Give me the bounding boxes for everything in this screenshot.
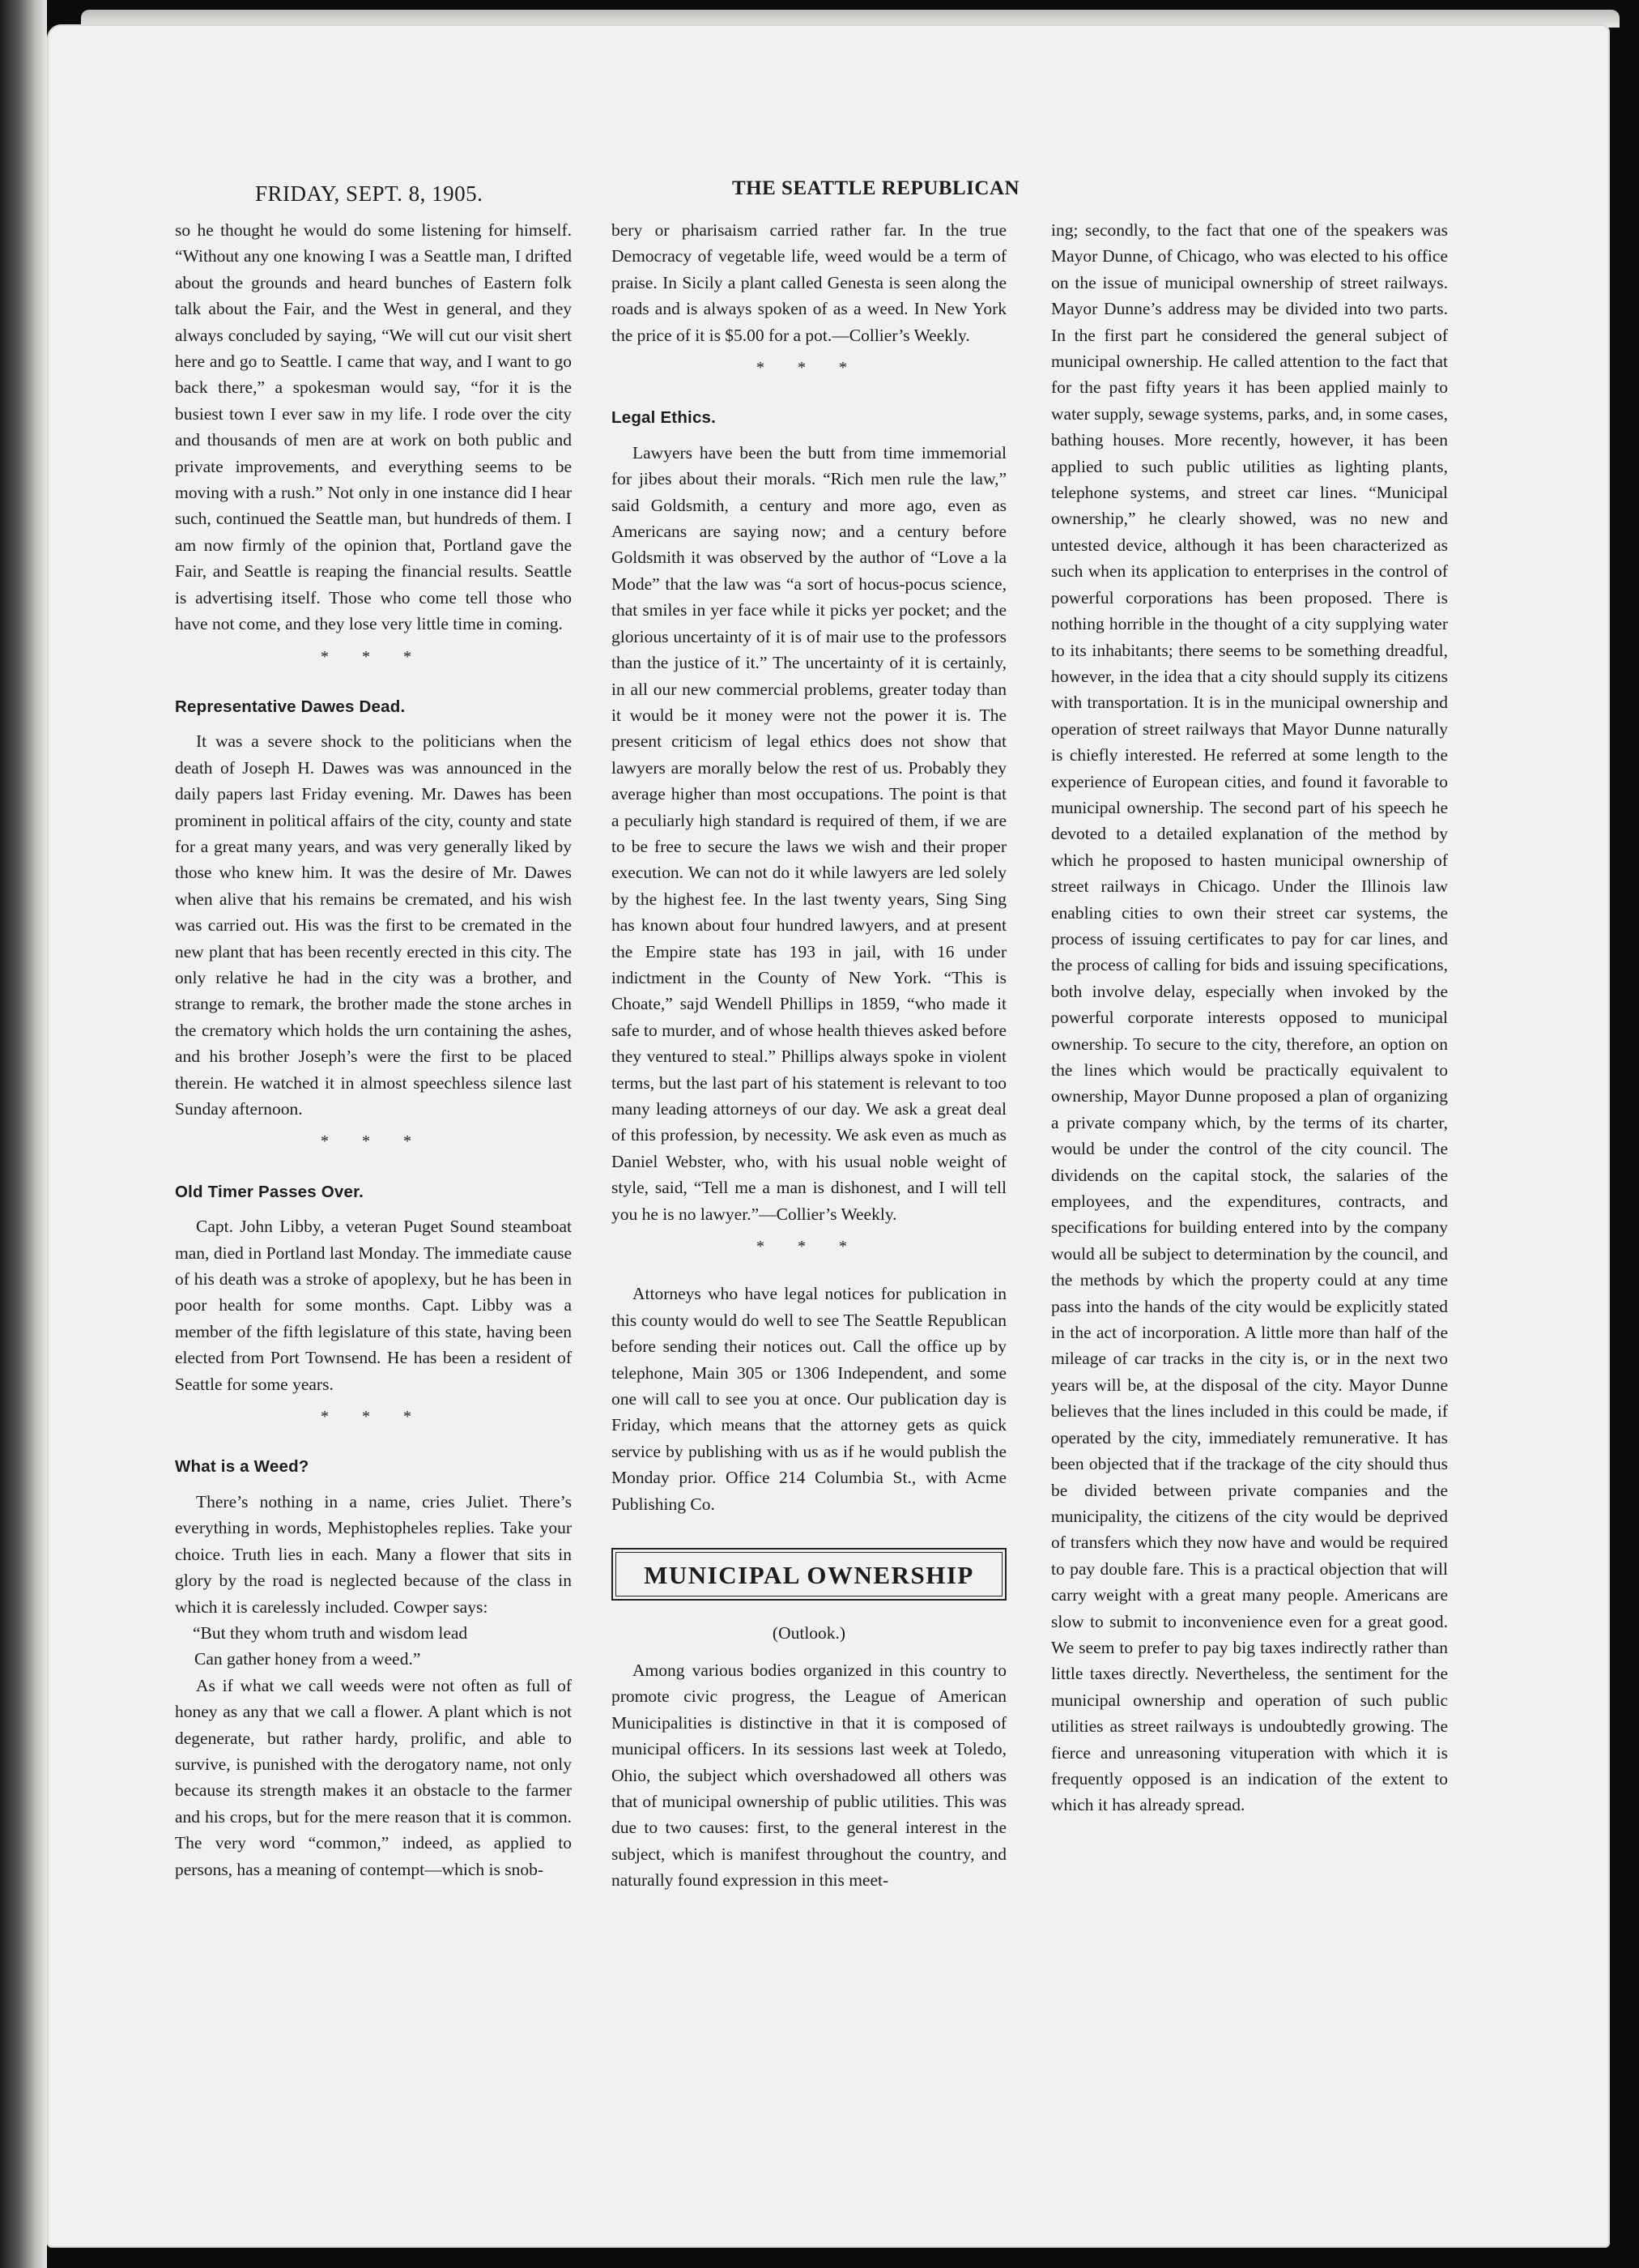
municipal-ownership-title: MUNICIPAL OWNERSHIP <box>615 1552 1003 1596</box>
section-divider: * * * <box>756 1238 862 1256</box>
article-paragraph: so he thought he would do some listening for himself. “Without any one knowing I was a Seattle man, I drifted about the grounds and heard bunches of Eastern folk talk about the Fair, and the West in general, and they always concluded by saying, “We will cut our visit shert here and go to Seattle. I came that way, and I want to go back there,” a spokesman would say, “for it is the busiest town I ever saw in my life. I rode over the city and thousands of men are at work on both public and private improvements, and everything seems to be moving with a rush.” Not only in one instance did I hear such, continued the Seattle man, but hundreds of them. I am now firmly of the opinion that, Portland gave the Fair, and Seattle is reaping the financial results. Seattle is advertising itself. Those who come tell those who have not come, and they lose very little time in coming. <box>175 220 572 634</box>
article-paragraph: As if what we call weeds were not often as full of honey as any that we call a flower. A plant which is not degenerate, but rather hardy, prolific, and able to survive, is punished with the derogatory name, not only because its strength makes it an obstacle to the farmer and his crops, but for the mere reason that it is common. The very word “common,” indeed, as applied to persons, has a meaning of contempt—which is snob- <box>175 1675 572 1879</box>
article-paragraph: Capt. John Libby, a veteran Puget Sound steamboat man, died in Portland last Monday. The immediate cause of his death was a stroke of apoplexy, but he has been in poor health for some months. Capt. Libby was a member of the fifth legislature of this state, having been elected from Port Townsend. He has been a resident of Seattle for some years. <box>175 1217 572 1394</box>
poem-line: “But they whom truth and wisdom lead <box>193 1622 468 1643</box>
heading-weed: What is a Weed? <box>175 1457 309 1477</box>
article-paragraph: It was a severe shock to the politicians when the death of Joseph H. Dawes was was announced in the daily papers last Friday evening. Mr. Dawes has been prominent in political affairs of the city, county and state for a great many years, and was very generally liked by those who knew him. It was the desire of Mr. Dawes when alive that his remains be cremated, and his wish was carried out. His was the first to be cremated in the new plant that has been recently erected in this city. The only relative he had in the city was a brother, and strange to remark, the brother made the stone arches in the crematory which holds the urn containing the ashes, and his brother Joseph’s were the first to be placed therein. He watched it in almost speechless silence last Sunday afternoon. <box>175 731 572 1119</box>
masthead-title: THE SEATTLE REPUBLICAN <box>732 177 1020 199</box>
article-paragraph: There’s nothing in a name, cries Juliet. There’s everything in words, Mephistopheles replies. Take your choice. Truth lies in each. Many a flower that sits in glory by the road is neglected because of the class in which it is carelessly included. Cowper says: <box>175 1491 572 1617</box>
poem-quote <box>193 1620 572 1673</box>
heading-libby: Old Timer Passes Over. <box>175 1182 364 1201</box>
article-paragraph: bery or pharisaism carried rather far. In the true Democracy of vegetable life, weed would be a term of praise. In Sicily a plant called Genesta is seen along the roads and is always spoken of as a weed. In New York the price of it is $5.00 for a pot.—Collier’s Weekly. <box>611 220 1007 345</box>
article-paragraph: Attorneys who have legal notices for publication in this county would do well to see The Seattle Republican before sending their notices out. Call the office up by telephone, Main 305 or 1306 Independent, and some one will call to see you at once. Our publication day is Friday, which means that the attorney gets as quick service by publishing with us as if he would publish the Monday prior. Office 214 Columbia St., with Acme Publishing Co. <box>611 1284 1007 1514</box>
section-divider: * * * <box>321 647 426 666</box>
section-divider: * * * <box>321 1132 426 1151</box>
poem-line: Can gather honey from a weed.” <box>194 1649 421 1669</box>
book-binding <box>0 0 47 2268</box>
column-1 <box>175 217 572 1882</box>
boxed-headline <box>611 1548 1007 1600</box>
column-2 <box>611 217 1007 1894</box>
section-divider: * * * <box>321 1408 426 1426</box>
article-paragraph: Among various bodies organized in this country to promote civic progress, the League of American Municipalities is distinctive in that it is composed of municipal officers. In its sessions last week at Toledo, Ohio, the subject which overshadowed all others was that of municipal ownership of public utilities. This was due to two causes: first, to the general interest in the subject, which is manifest throughout the country, and naturally found expression in this meet- <box>611 1660 1007 1891</box>
article-source: (Outlook.) <box>772 1622 846 1643</box>
heading-dawes: Representative Dawes Dead. <box>175 697 406 716</box>
article-paragraph: Lawyers have been the butt from time immemorial for jibes about their morals. “Rich men rule the law,” said Goldsmith, a century and more ago, even as Americans are saying now; and a century before Goldsmith it was observed by the author of “Love a la Mode” that the law was “a sort of hocus-pocus science, that smiles in yer face while it picks yer pocket; and the glorious uncertainty of it is of mair use to the professors than the justice of it.” The uncertainty of it is certainly, in all our new commercial problems, greater today than it would be it money were not the power it is. The present criticism of legal ethics does not show that lawyers are morally below the rest of us. Probably they average higher than most occupations. The point is that a peculiarly high standard is required of them, if we are to be free to secure the laws we wish and their proper execution. We can not do it while lawyers are led solely by the highest fee. In the last twenty years, Sing Sing has known about four hundred lawyers, and at present the Empire state has 193 in jail, with 16 under indictment in the County of New York. “This is Choate,” sajd Wendell Phillips in 1859, “who made it safe to murder, and of whose health thieves asked before they ventured to steal.” Phillips always spoke in violent terms, but the last part of his statement is relevant to too many leading attorneys of our day. We ask a great deal of this profession, by necessity. We ask even as much as Daniel Webster, who, with his usual noble weight of style, said, “Tell me a man is dishonest, and I will tell you he is no lawyer.”—Collier’s Weekly. <box>611 442 1007 1224</box>
newspaper-page <box>47 24 1610 2248</box>
section-divider: * * * <box>756 359 862 377</box>
issue-date: FRIDAY, SEPT. 8, 1905. <box>255 181 483 206</box>
article-paragraph: ing; secondly, to the fact that one of the speakers was Mayor Dunne, of Chicago, who was elected to his office on the issue of municipal ownership of street railways. Mayor Dunne’s address may be divided into two parts. In the first part he considered the general subject of municipal ownership. He called attention to the fact that for the past fifty years it has been applied mainly to water supply, sewage systems, parks, and, in some cases, bathing houses. More recently, however, it has been applied to such public utilities as lighting plants, telephone systems, and street car lines. “Municipal ownership,” he clearly showed, was no new and untested device, although it has been characterized as such when its application to enterprises in the control of powerful corporations has been proposed. There is nothing horrible in the thought of a city supplying water to its inhabitants; there seems to be something dreadful, however, in the idea that a city should supply its citizens with transportation. It is in the municipal ownership and operation of street railways that Mayor Dunne naturally is chiefly interested. He referred at some length to the experience of European cities, and found it favorable to municipal ownership. The second part of his speech he devoted to a detailed explanation of the method by which he proposed to hasten municipal ownership of street railways in Chicago. Under the Illinois law enabling cities to own their street car systems, the process of issuing certificates to pay for car lines, and the process of calling for bids and issuing specifications, both involve delay, especially when invoked by the powerful corporate interests opposed to municipal ownership. To secure to the city, therefore, an option on the lines which would be practically equivalent to ownership, Mayor Dunne proposed a plan of organizing a private company which, by the terms of its charter, would be under the control of the city council. The dividends on the capital stock, the salaries of the employees, and the expenditures, contracts, and specifications for building entered into by the company would all be subject to determination by the council, and the methods by which the property could at any time pass into the hands of the city would be explicitly stated in the act of incorporation. A little more than half of the mileage of car tracks in the city is, or in the next two years will be, at the disposal of the city. Mayor Dunne believes that the lines included in this could be made, if operated by the city, immediately remunerative. It has been objected that if the trackage of the city should thus be divided between private companies and the municipality, the citizens of the city would be deprived of transfers which they now have and would be required to pay double fare. This is a practical objection that will carry weight with a great many people. Americans are slow to submit to inconvenience even for a great good. We seem to prefer to pay big taxes indirectly rather than little taxes directly. Nevertheless, the sentiment for the municipal ownership and operation of such public utilities as street railways is undoubtedly growing. The fierce and unreasoning vituperation with which it is frequently opposed is an indication of the extent to which it has already spread. <box>1051 220 1449 1815</box>
heading-legal-ethics: Legal Ethics. <box>611 408 717 428</box>
column-3 <box>1051 217 1448 1818</box>
